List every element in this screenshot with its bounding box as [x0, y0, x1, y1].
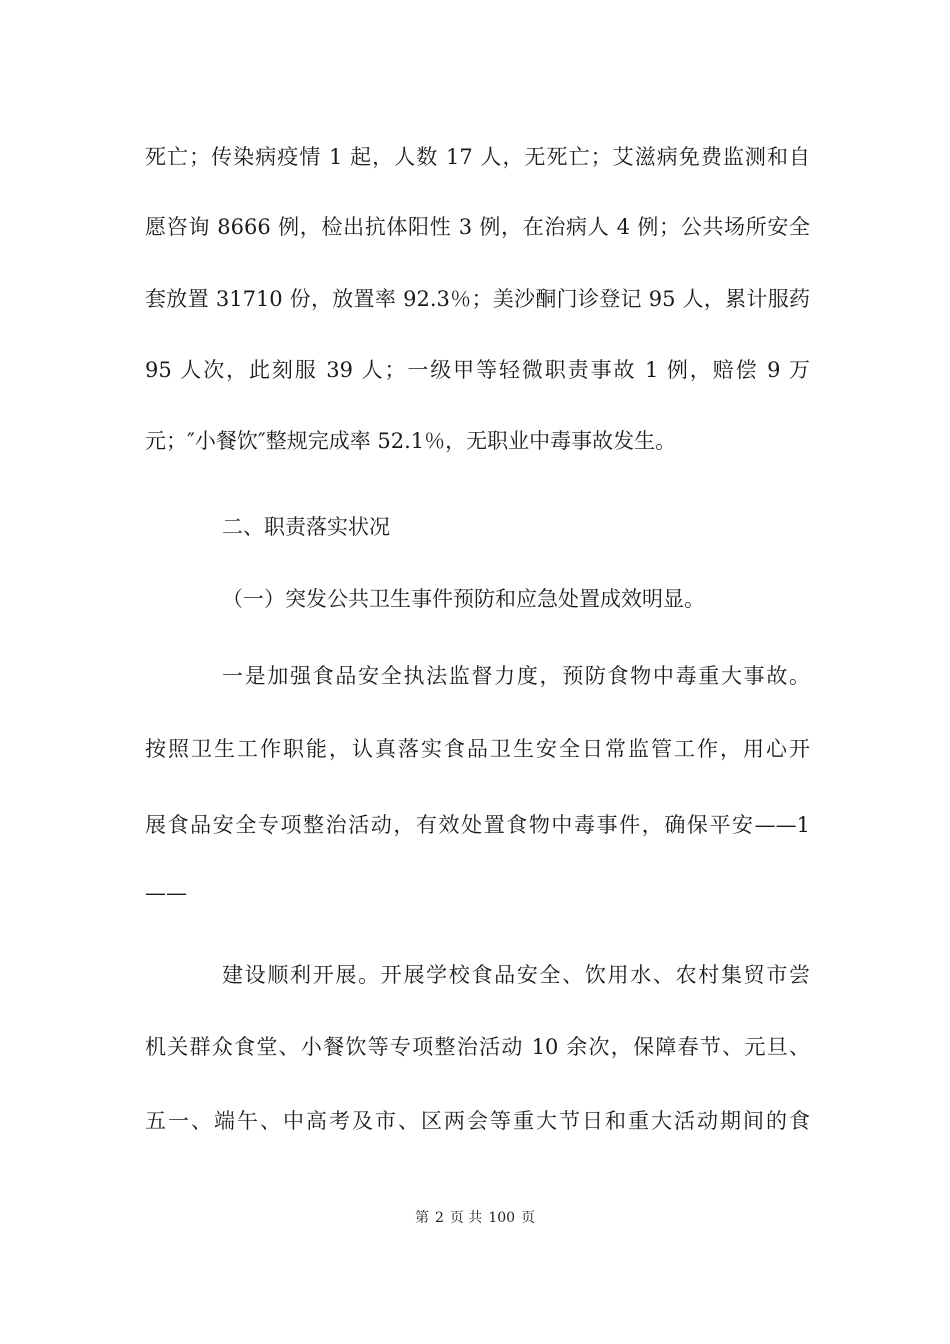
- text-line: 建设顺利开展。开展学校食品安全、饮用水、农村集贸市尝: [222, 963, 810, 987]
- text-line: 愿咨询 8666 例，检出抗体阳性 3 例，在治病人 4 例；公共场所安全: [145, 215, 810, 239]
- text-line: 元；″小餐饮″整规完成率 52.1％，无职业中毒事故发生。: [145, 429, 677, 453]
- text-line: 五一、端午、中高考及市、区两会等重大节日和重大活动期间的食: [145, 1109, 810, 1133]
- page-footer: [0, 1208, 950, 1228]
- text-line: ——: [145, 881, 187, 905]
- page-label-suffix: 页: [521, 1210, 536, 1226]
- text-line: 死亡；传染病疫情 1 起，人数 17 人，无死亡；艾滋病免费监测和自: [145, 145, 810, 169]
- current-page-number: 2: [434, 1210, 444, 1226]
- page-label-mid: 页 共: [449, 1210, 483, 1226]
- text-line: 一是加强食品安全执法监督力度，预防食物中毒重大事故。: [222, 664, 810, 688]
- text-line: 按照卫生工作职能，认真落实食品卫生安全日常监管工作，用心开: [145, 737, 810, 761]
- page-label-prefix: 第: [414, 1210, 429, 1226]
- section-heading: 二、职责落实状况: [222, 515, 390, 539]
- total-pages-number: 100: [488, 1210, 516, 1226]
- text-line: 95 人次，此刻服 39 人；一级甲等轻微职责事故 1 例，赔偿 9 万: [145, 358, 810, 382]
- subsection-heading: （一）突发公共卫生事件预防和应急处置成效明显。: [222, 587, 705, 611]
- text-line: 展食品安全专项整治活动，有效处置食物中毒事件，确保平安——1: [145, 813, 810, 837]
- text-line: 套放置 31710 份，放置率 92.3％；美沙酮门诊登记 95 人，累计服药: [145, 287, 810, 311]
- text-line: 机关群众食堂、小餐饮等专项整治活动 10 余次，保障春节、元旦、: [145, 1035, 810, 1059]
